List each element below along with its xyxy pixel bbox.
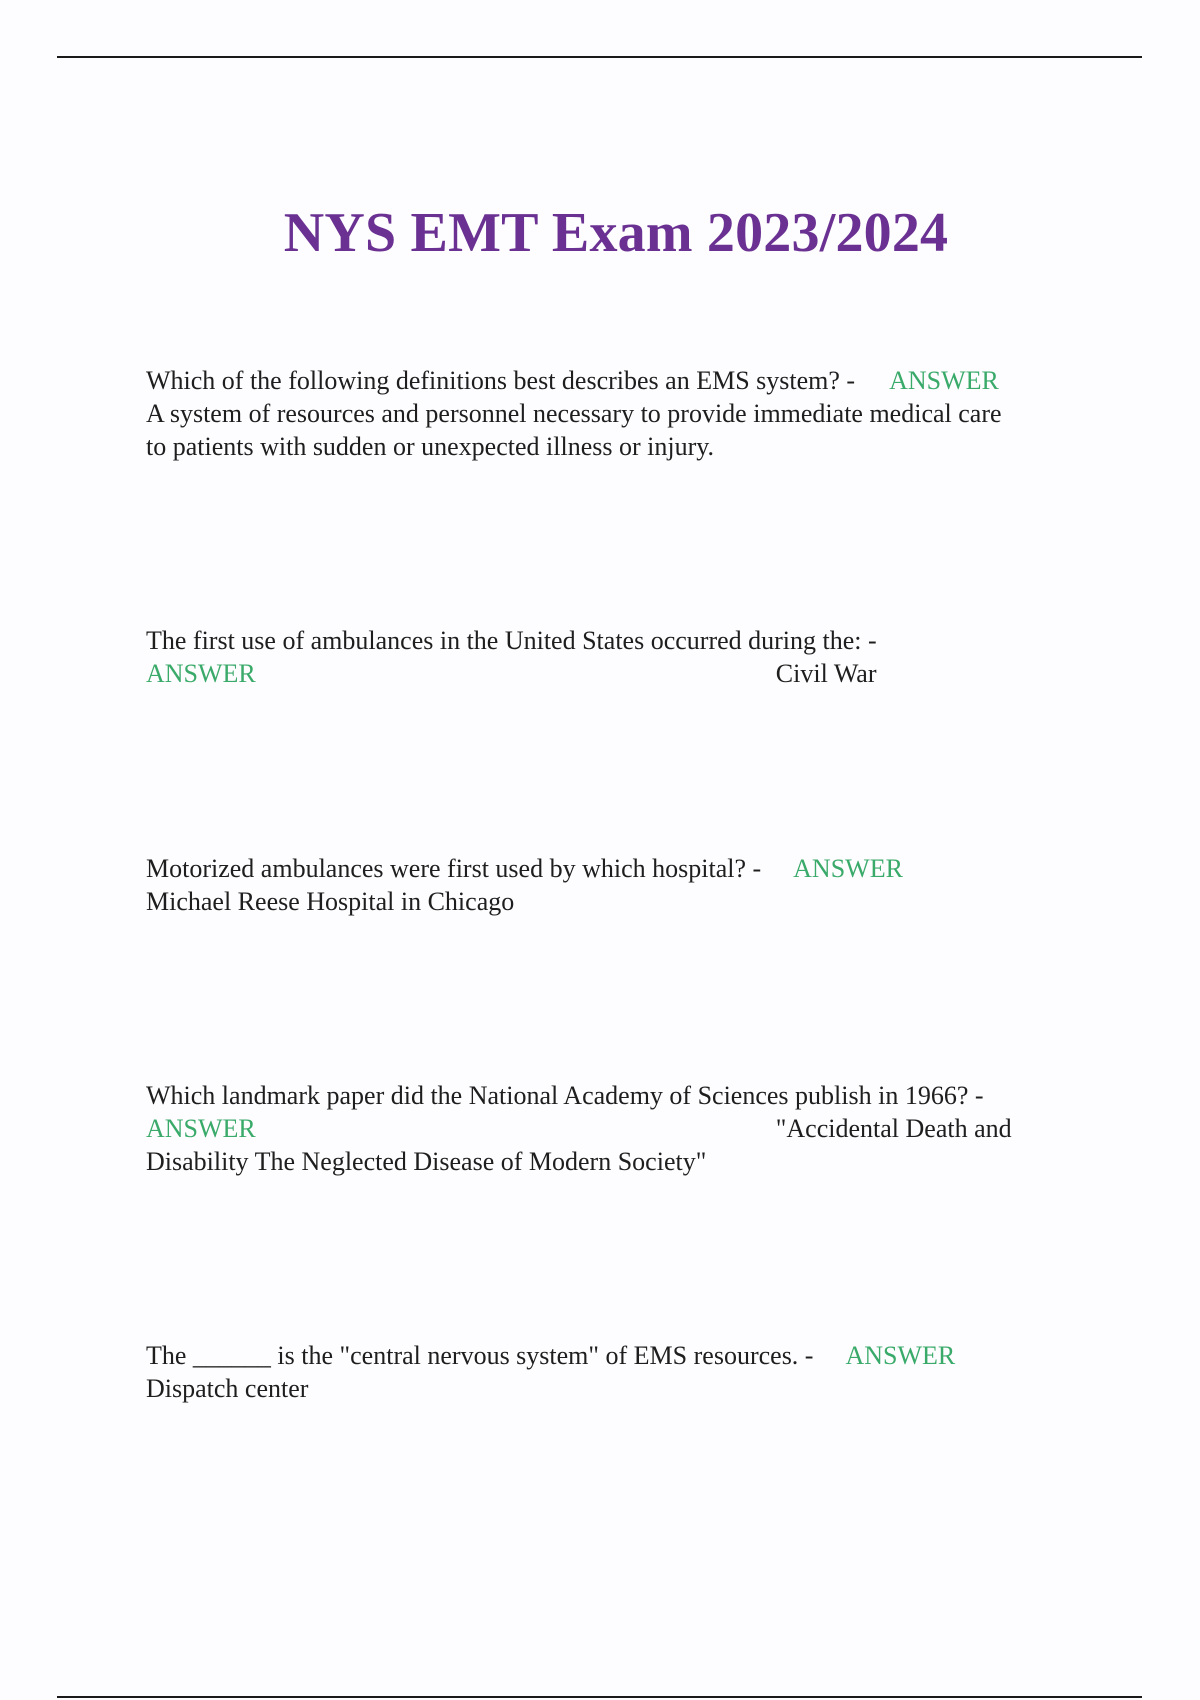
question-text: The ______ is the "central nervous system" of EMS resources. - [146,1341,814,1370]
question-text: Which of the following definitions best describes an EMS system? - [146,366,856,395]
qa-item [146,624,1086,690]
answer-text: Disability The Neglected Disease of Modern Society" [146,1147,707,1176]
answer-label: ANSWER [889,366,999,395]
answer-label: ANSWER [793,854,903,883]
answer-text: "Accidental Death and [775,1114,1012,1143]
answer-text: A system of resources and personnel necessary to provide immediate medical care [146,399,1002,428]
qa-item [146,852,1086,918]
qa-item [146,1339,1086,1405]
document-title: NYS EMT Exam 2023/2024 [283,202,949,264]
question-text: Which landmark paper did the National Academy of Sciences publish in 1966? - [146,1081,984,1110]
answer-text: Civil War [775,659,877,688]
question-text: The first use of ambulances in the United States occurred during the: - [146,626,877,655]
answer-text: Michael Reese Hospital in Chicago [146,887,515,916]
bottom-rule [57,1696,1142,1698]
top-rule [57,56,1142,58]
answer-label: ANSWER [146,659,256,688]
question-text: Motorized ambulances were first used by which hospital? - [146,854,762,883]
qa-item [146,1079,1086,1178]
qa-item [146,364,1086,463]
answer-text: to patients with sudden or unexpected illness or injury. [146,432,715,461]
answer-label: ANSWER [845,1341,956,1370]
answer-label: ANSWER [146,1114,256,1143]
answer-text: Dispatch center [146,1374,309,1403]
